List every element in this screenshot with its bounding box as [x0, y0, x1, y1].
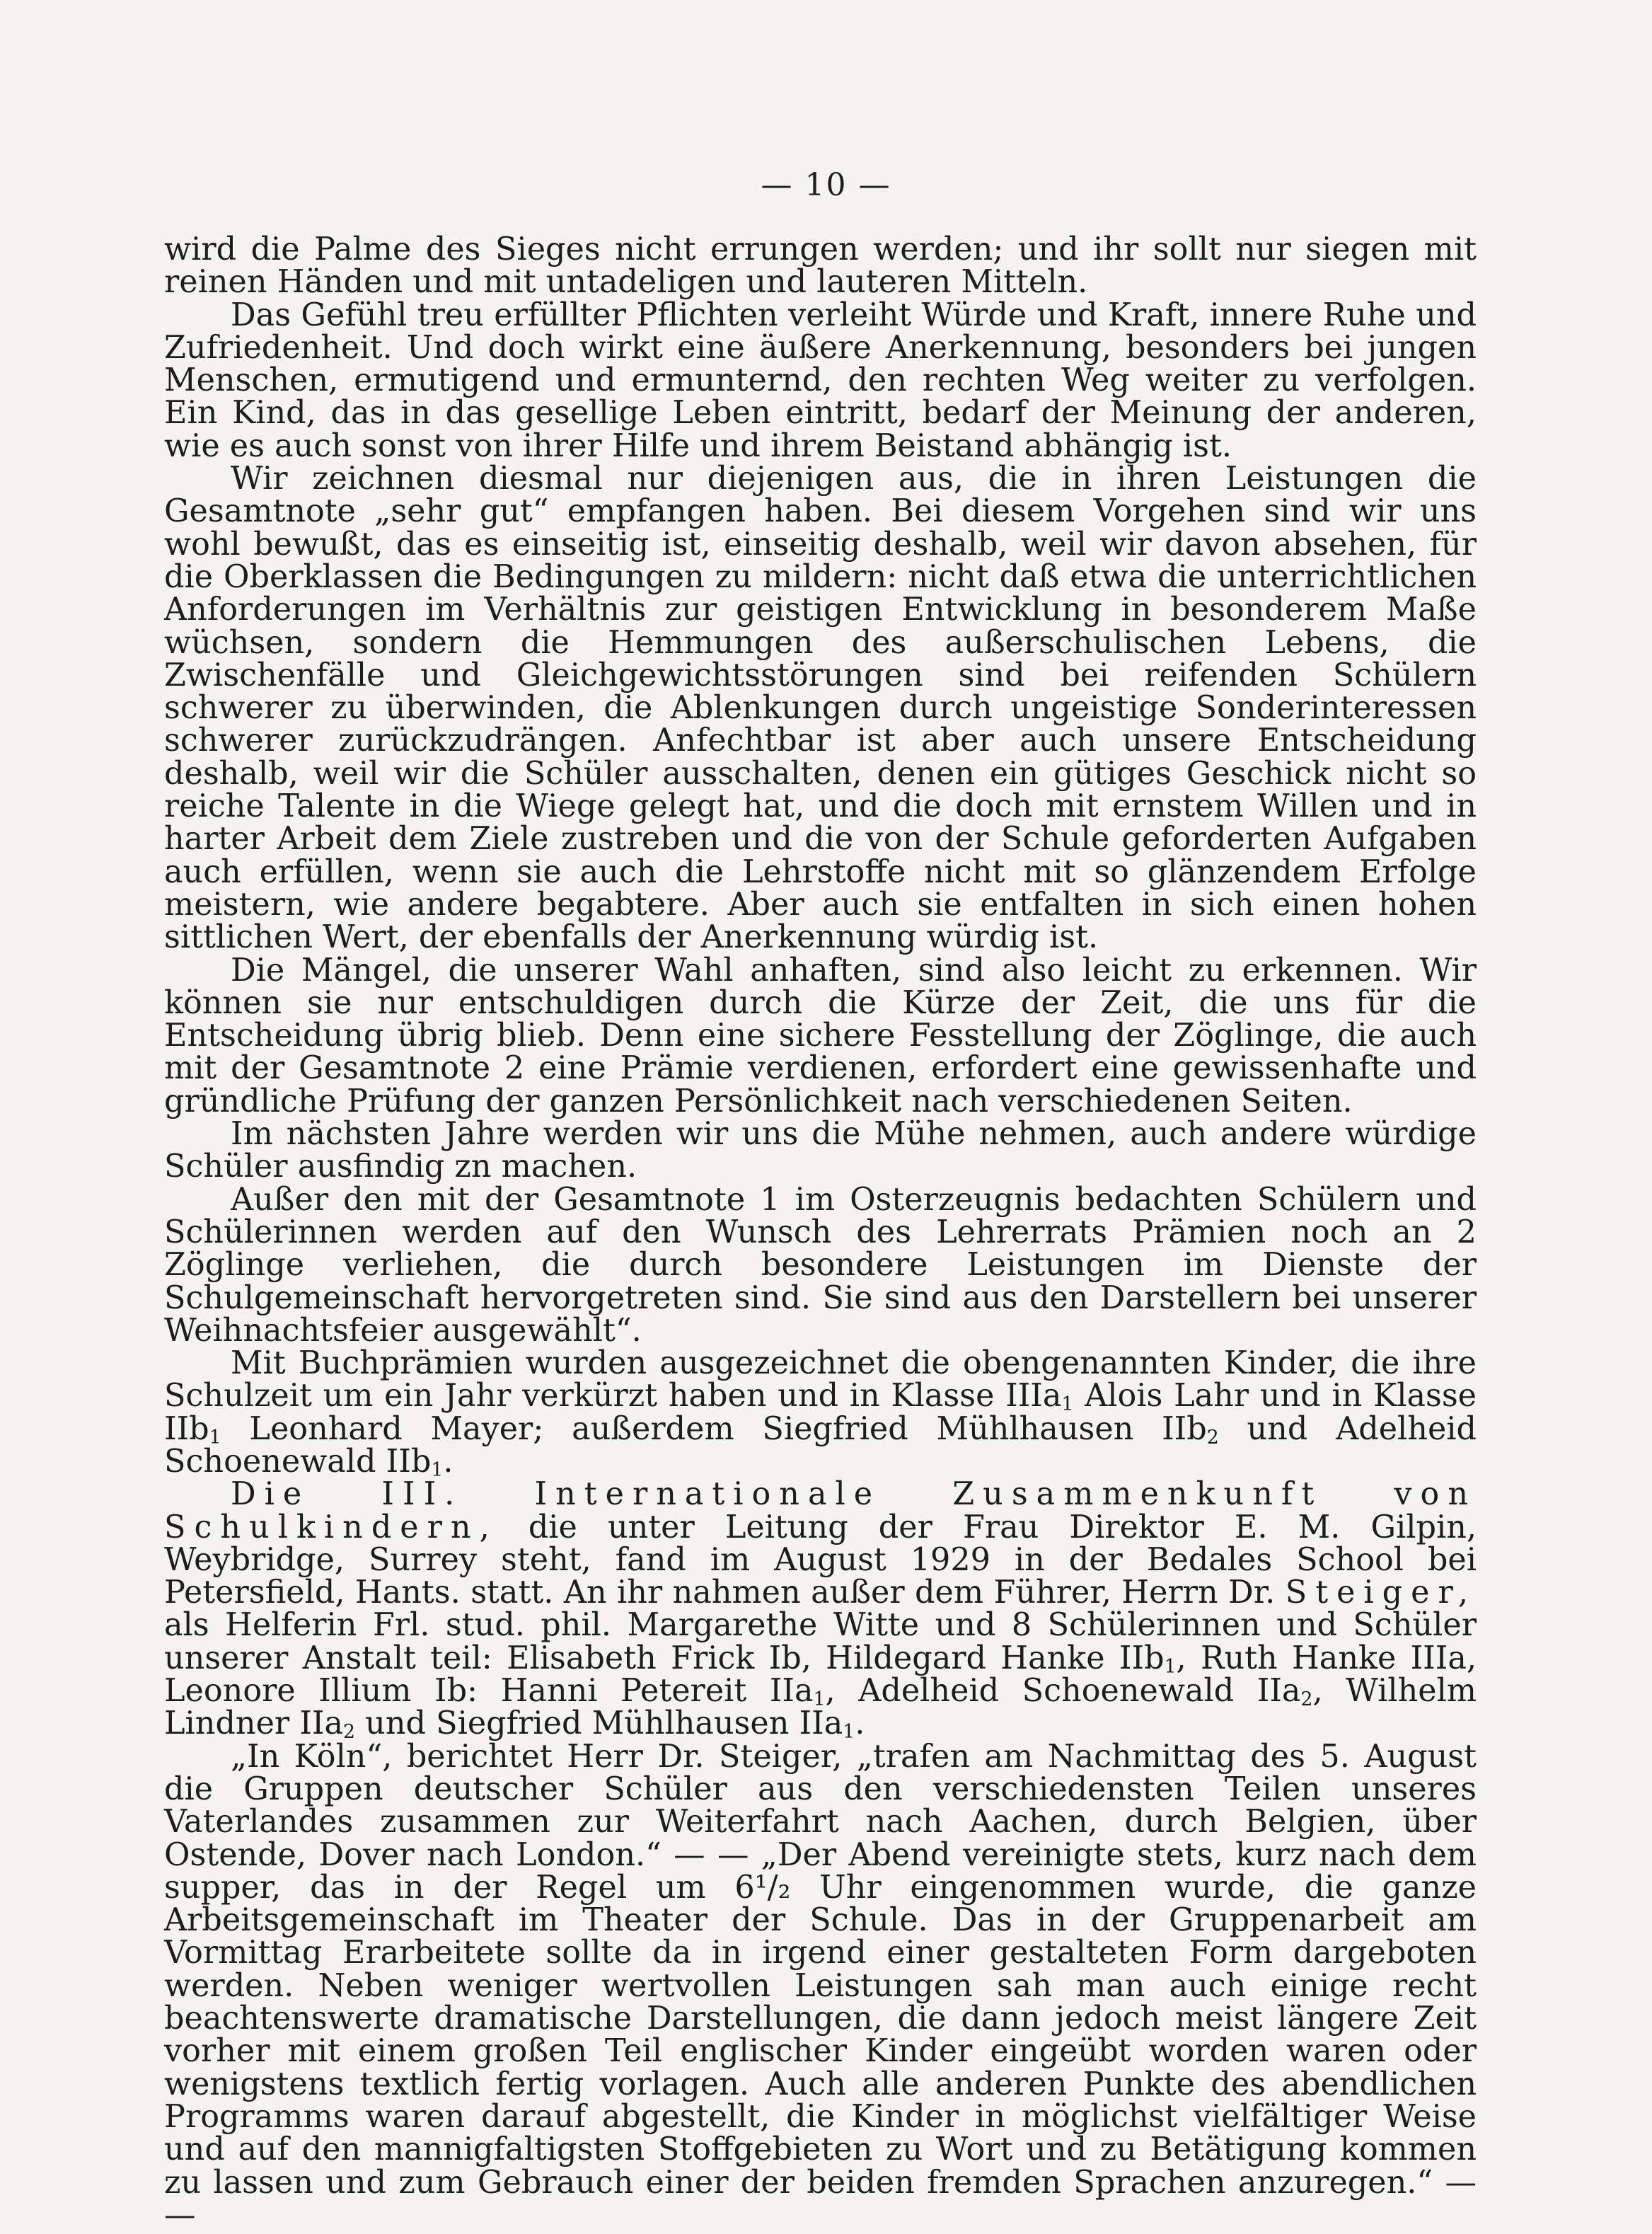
- paragraph-international-meeting: Die III. Internationale Zusammenkunft von Schulkindern, die unter Leitung der Frau Direktor E. M. Gilpin, Weybridge, Surrey steht, fand im August 1929 in der Bedales School bei Petersfield, Hants. statt. An ihr nahmen außer dem Führer, Herrn Dr. Steiger, als Helferin Frl. stud. phil. Margarethe Witte und 8 Schülerinnen und Schüler unserer Anstalt teil: Elisabeth Frick Ib, Hildegard Hanke IIb$_1$, Ruth Hanke IIIa, Leonore Illium Ib: Hanni Petereit IIa$_1$, Adelheid Schoenewald IIa$_2$, Wilhelm Lindner IIa$_2$ und Siegfried Mühlhausen IIa$_1$.: [164, 1476, 1477, 1744]
- paragraph: Die Mängel, die unserer Wahl anhaften, sind also leicht zu erkennen. Wir können sie nur entschuldigen durch die Kürze der Zeit, die uns für die Entscheidung übrig blieb. Denn eine sichere Fesstellung der Zöglinge, die auch mit der Gesamtnote 2 eine Prämie verdienen, erfordert eine gewissenhafte und gründliche Prüfung der ganzen Persönlichkeit nach verschiedenen Seiten.: [164, 952, 1477, 1119]
- paragraph-book-prizes: Mit Buchprämien wurden ausgezeichnet die obengenannten Kinder, die ihre Schulzeit um ein Jahr verkürzt haben und in Klasse IIIa$_1$ Alois Lahr und in Klasse IIb$_1$ Leonhard Mayer; außerdem Siegfried Mühlhausen IIb$_2$ und Adelheid Schoenewald IIb$_1$.: [164, 1345, 1477, 1481]
- paragraph-report: „In Köln“, berichtet Herr Dr. Steiger, „trafen am Nachmittag des 5. August die Gruppen deutscher Schüler aus den verschiedensten Teilen unseres Vaterlandes zusammen zur Weiterfahrt nach Aachen, durch Belgien, über Ostende, Dover nach London.“ — — „Der Abend vereinigte stets, kurz nach dem supper, das in der Regel um 6¹/₂ Uhr eingenommen wurde, die ganze Arbeitsgemeinschaft im Theater der Schule. Das in der Gruppenarbeit am Vormittag Erarbeitete sollte da in irgend einer gestalteten Form dargeboten werden. Neben weniger wertvollen Leistungen sah man auch einige recht beachtenswerte dramatische Darstellungen, die dann jedoch meist längere Zeit vorher mit einem großen Teil englischer Kinder eingeübt worden waren oder wenigstens textlich fertig vorlagen. Auch alle anderen Punkte des abendlichen Programms waren darauf abgestellt, die Kinder in möglichst vielfältiger Weise und auf den mannigfaltigsten Stoffgebieten zu Wort und zu Betätigung kommen zu lassen und zum Gebrauch einer der beiden fremden Sprachen anzuregen.“ — —: [164, 1738, 1477, 2233]
- paragraph: Wir zeichnen diesmal nur diejenigen aus, die in ihren Leistungen die Gesamtnote „sehr gut“ empfangen haben. Bei diesem Vorgehen sind wir uns wohl bewußt, das es einseitig ist, einseitig deshalb, weil wir davon absehen, für die Oberklassen die Bedingungen zu mildern: nicht daß etwa die unterrichtlichen Anforderungen im Verhältnis zur geistigen Entwicklung in besonderem Maße wüchsen, sondern die Hemmungen des außerschulischen Lebens, die Zwischenfälle und Gleichgewichtsstörungen sind bei reifenden Schülern schwerer zu überwinden, die Ablenkungen durch ungeistige Sonderinteressen schwerer zurückzudrängen. Anfechtbar ist aber auch unsere Entscheidung deshalb, weil wir die Schüler ausschalten, denen ein gütiges Geschick nicht so reiche Talente in die Wiege gelegt hat, und die doch mit ernstem Willen und in harter Arbeit dem Ziele zustreben und die von der Schule geforderten Aufgaben auch erfüllen, wenn sie auch die Lehrstoffe nicht mit so glänzendem Erfolge meistern, wie andere begabtere. Aber auch sie entfalten in sich einen hohen sittlichen Wert, der ebenfalls der Anerkennung würdig ist.: [164, 461, 1477, 956]
- spaced-heading: Die III. Internationale Zusammenkunft von Schulkindern,: [164, 1476, 1477, 1545]
- paragraph: Das Gefühl treu erfüllter Pflichten verleiht Würde und Kraft, innere Ruhe und Zufriedenheit. Und doch wirkt eine äußere Anerkennung, besonders bei jungen Menschen, ermutigend und ermunternd, den rechten Weg weiter zu verfolgen. Ein Kind, das in das gesellige Leben eintritt, bedarf der Meinung der anderen, wie es auch sonst von ihrer Hilfe und ihrem Beistand abhängig ist.: [164, 296, 1477, 464]
- paragraph: wird die Palme des Sieges nicht errungen werden; und ihr sollt nur siegen mit reinen Händen und mit untadeligen und lauteren Mitteln.: [164, 231, 1477, 301]
- body-text: [164, 231, 1477, 2233]
- paragraph: Außer den mit der Gesamtnote 1 im Osterzeugnis bedachten Schülern und Schülerinnen werden auf den Wunsch des Lehrerrats Prämien noch an 2 Zöglinge verliehen, die durch besondere Leistungen im Dienste der Schulgemeinschaft hervorgetreten sind. Sie sind aus den Darstellern bei unserer Weihnachtsfeier ausgewählt“.: [164, 1181, 1477, 1349]
- page-number: — 10 —: [761, 167, 891, 203]
- spaced-name: Steiger,: [1285, 1574, 1477, 1611]
- paragraph: Im nächsten Jahre werden wir uns die Mühe nehmen, auch andere würdige Schüler ausfindig zn machen.: [164, 1116, 1477, 1185]
